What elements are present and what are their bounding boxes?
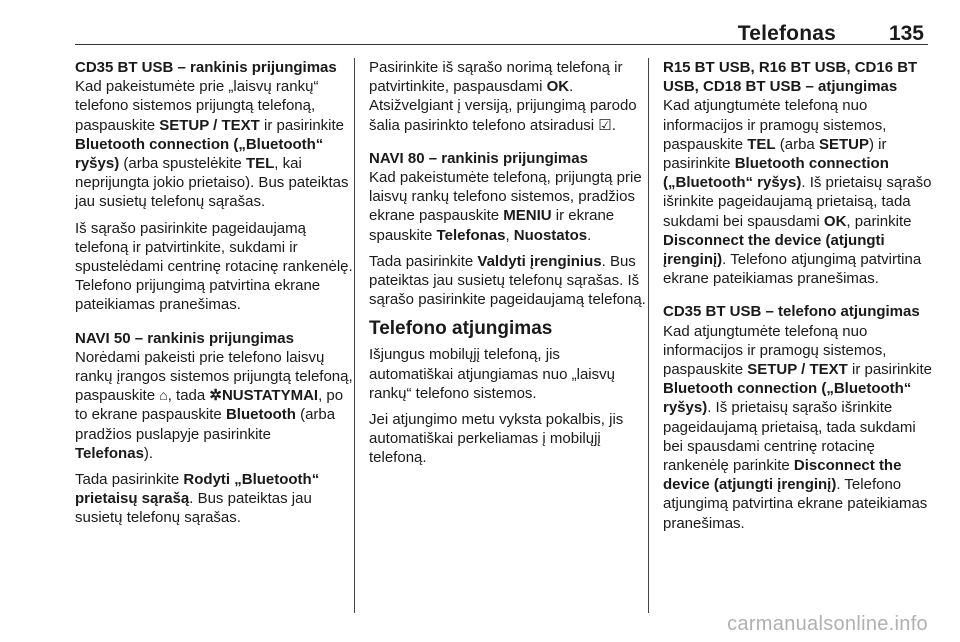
paragraph: Išjungus mobilųjį telefoną, jis automatiškai atjungiamas nuo „laisvų rankų“ telefono sistemos. <box>369 346 615 402</box>
bold-term: Rodyti „Bluetooth“ prietaisų sąrašą <box>75 471 320 508</box>
column-1 <box>75 58 353 535</box>
section-heading: NAVI 50 – rankinis prijungimas <box>75 329 294 347</box>
column-3 <box>663 58 938 540</box>
paragraph: Tada pasirinkite Rodyti „Bluetooth“ prietaisų sąrašą. Bus pateiktas jau susietų telefonų sąrašas. <box>75 471 320 527</box>
bold-term: Disconnect the device (atjungti įrenginį) <box>663 457 902 494</box>
bold-term: Valdyti įrenginius <box>477 252 602 270</box>
bold-term: OK <box>823 212 847 230</box>
watermark: carmanualsonline.info <box>727 613 928 635</box>
bold-term: OK <box>546 78 570 96</box>
section-heading: NAVI 80 – rankinis prijungimas <box>369 149 588 167</box>
column-divider <box>648 58 649 613</box>
bold-term: ✲NUSTATYMAI <box>209 387 319 405</box>
section-heading: CD35 BT USB – telefono atjungimas <box>663 303 920 321</box>
bold-term: TEL <box>245 155 275 173</box>
page-title: Telefonas <box>737 22 836 45</box>
bold-term: Telefonas <box>75 444 144 462</box>
bold-term: Bluetooth connection („Bluetooth“ ryšys) <box>663 155 889 192</box>
bold-term: Nuostatos <box>513 226 588 244</box>
bold-term: MENIU <box>503 207 552 225</box>
column-2 <box>369 58 647 475</box>
bold-term: SETUP / TEXT <box>747 361 848 379</box>
bold-term: SETUP <box>818 135 869 153</box>
paragraph: Jei atjungimo metu vyksta pokalbis, jis automatiškai perkeliamas į mobilųjį telefoną. <box>369 411 624 467</box>
section-heading: CD35 BT USB – rankinis prijungimas <box>75 59 337 76</box>
bold-term: Telefonas <box>436 226 506 244</box>
page-number: 135 <box>888 22 924 45</box>
bold-term: Disconnect the device (atjungti įrenginį) <box>663 231 885 269</box>
bold-term: SETUP / TEXT <box>159 116 260 134</box>
paragraph: Norėdami pakeisti prie telefono laisvų rankų įrangos sistemos prijungtą telefoną, paspauskite ⌂, tada ✲NUSTATYMAI, po to ekrane paspauskite Bluetooth (arba pradžios puslapyje pasirinkite Telefonas). <box>75 348 353 462</box>
paragraph: Tada pasirinkite Valdyti įrenginius. Bus pateiktas jau susietų telefonų sąrašas. Iš sąrašo pasirinkite pageidaujamą telefoną. <box>369 252 646 309</box>
paragraph: Iš sąrašo pasirinkite pageidaujamą telefoną ir patvirtinkite, sukdami ir spustelėdami centrinę rotacinę rankenėlę. Telefono prijungimą patvirtina ekrane pateikiamas pranešimas. <box>75 219 353 314</box>
paragraph: Kad pakeistumėte prie „laisvų rankų“ telefono sistemos prijungtą telefoną, paspauskite SETUP / TEXT ir pasirinkite Bluetooth connection („Bluetooth“ ryšys) (arba spustelėkite TEL, kai neprijungta jokio prietaiso). Bus pateiktas jau susietų telefonų sąrašas. <box>75 78 349 211</box>
paragraph: Kad atjungtumėte telefoną nuo informacijos ir pramogų sistemos, paspauskite SETUP / TEXT ir pasirinkite Bluetooth connection („Bluetooth“ ryšys). Iš prietaisų sąrašo išrinkite pageidaujamą prietaisą, tada sukdami bei spausdami centrinę rotacinę rankenėlę parinkite Disconnect the device (atjungti įrenginį). Telefono atjungimą patvirtina ekrane pateikiamas pranešimas. <box>663 322 933 532</box>
paragraph: Kad pakeistumėte telefoną, prijungtą prie laisvų rankų telefono sistemos, pradžios ekrane paspauskite MENIU ir ekrane spauskite Telefonas, Nuostatos. <box>369 169 642 244</box>
bold-term: Bluetooth <box>225 406 296 424</box>
bold-term: TEL <box>747 135 776 153</box>
column-divider <box>354 58 355 613</box>
home-icon: ⌂ <box>159 387 168 404</box>
subsection-heading: Telefono atjungimas <box>369 318 553 340</box>
bold-term: Bluetooth connection („Bluetooth“ ryšys) <box>663 380 912 417</box>
header-rule <box>75 44 928 45</box>
paragraph: Pasirinkite iš sąrašo norimą telefoną ir patvirtinkite, paspausdami OK. Atsižvelgiant į versiją, prijungimą parodo šalia pasirinkto telefono atsiradusi ☑. <box>369 59 637 134</box>
section-heading: R15 BT USB, R16 BT USB, CD16 BT USB, CD18 BT USB – atjungimas <box>663 59 918 96</box>
bold-term: Bluetooth connection („Bluetooth“ ryšys) <box>75 135 324 173</box>
paragraph: Kad atjungtumėte telefoną nuo informacijos ir pramogų sistemos, paspauskite TEL (arba SETUP) ir pasirinkite Bluetooth connection („Bluetooth“ ryšys). Iš prietaisų sąrašo išrinkite pageidaujamą prietaisą, tada sukdami bei spausdami OK, parinkite Disconnect the device (atjungti įrenginį). Telefono atjungimą patvirtina ekrane pateikiamas pranešimas. <box>663 97 932 288</box>
